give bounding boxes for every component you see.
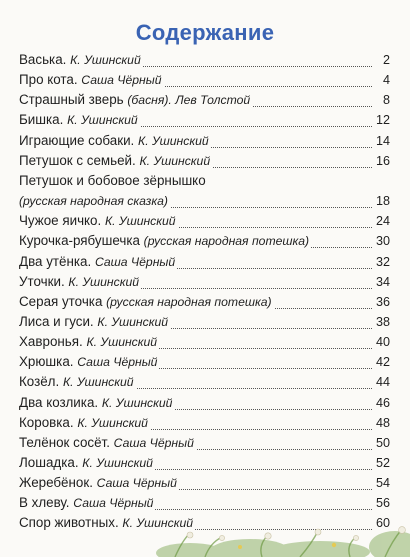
toc-entry[interactable] [19, 50, 390, 70]
entry-title: Коровка. [19, 414, 74, 430]
toc-entry[interactable] [19, 493, 390, 513]
entry-author: К. Ушинский [122, 516, 194, 531]
entry-title: Жеребёнок. [19, 475, 93, 491]
entry-page-number: 24 [374, 211, 390, 231]
entry-text [19, 332, 159, 352]
entry-title: Чужое яичко. [19, 213, 102, 229]
entry-page-number: 12 [374, 110, 390, 130]
entry-title: Серая уточка [19, 293, 103, 309]
entry-title: Телёнок сосёт. [19, 434, 110, 450]
entry-text [19, 493, 155, 513]
entry-author: Саша Чёрный [73, 496, 154, 511]
entry-text [19, 312, 170, 332]
entry-page-number: 40 [374, 332, 390, 352]
entry-author: К. Ушинский [77, 415, 148, 430]
entry-page-number: 18 [374, 191, 390, 211]
entry-text [19, 252, 177, 272]
entry-text [19, 372, 136, 392]
entry-page-number: 56 [374, 493, 390, 513]
entry-author: Саша Чёрный [94, 254, 176, 269]
entry-page-number: 48 [374, 413, 390, 433]
entry-author: Саша Чёрный [81, 73, 162, 88]
entry-text [19, 433, 196, 453]
entry-page-number: 52 [374, 453, 390, 473]
entry-author: К. Ушинский [97, 314, 169, 329]
toc-entry[interactable] [19, 70, 390, 90]
entry-author: К. Ушинский [82, 456, 153, 470]
entry-page-number: 32 [374, 252, 390, 272]
entry-title: Васька. [19, 52, 67, 67]
entry-title: Лошадка. [19, 455, 79, 470]
entry-title: Петушок и бобовое зёрнышко [19, 172, 206, 188]
toc-entry[interactable] [19, 372, 390, 392]
entry-page-number: 34 [374, 272, 390, 292]
entry-author: К. Ушинский [70, 53, 141, 67]
entry-text [19, 90, 252, 110]
entry-author: К. Ушинский [62, 375, 134, 390]
entry-text [19, 231, 311, 251]
toc-entry[interactable] [19, 272, 390, 292]
entry-page-number: 8 [381, 90, 390, 110]
entry-title: Хрюшка. [19, 354, 74, 370]
entry-text [19, 131, 211, 151]
entry-text [19, 473, 179, 493]
entry-author: К. Ушинский [138, 133, 209, 148]
toc-entry[interactable] [19, 413, 390, 433]
entry-page-number: 42 [374, 352, 390, 372]
entry-title: Курочка-рябушечка [19, 233, 140, 249]
entry-author: К. Ушинский [104, 214, 176, 229]
toc-entry[interactable] [19, 292, 390, 312]
entry-title: Играющие собаки. [19, 132, 135, 148]
entry-text [19, 171, 208, 191]
entry-text [19, 453, 155, 473]
toc-entry[interactable] [19, 252, 390, 272]
entry-title: Спор животных. [19, 515, 119, 531]
toc-entry[interactable] [19, 231, 390, 251]
entry-title: Лиса и гуси. [19, 313, 94, 329]
toc-entry[interactable] [19, 453, 390, 473]
entry-title: Хавронья. [19, 334, 83, 350]
page-title: Содержание [135, 20, 275, 45]
entry-title: В хлеву. [19, 495, 70, 511]
toc-entry[interactable] [19, 312, 390, 332]
entry-page-number: 54 [374, 473, 390, 493]
entry-title: Два утёнка. [19, 253, 92, 269]
entry-author: (русская народная сказка) [19, 194, 168, 209]
toc-entry[interactable] [19, 473, 390, 493]
entry-page-number: 16 [374, 151, 390, 171]
entry-author: (русская народная потешка) [143, 234, 310, 249]
entry-author: К. Ушинский [139, 153, 211, 168]
entry-author: К. Ушинский [67, 113, 138, 128]
toc-entry[interactable] [19, 171, 390, 191]
toc-entry[interactable] [19, 191, 390, 211]
entry-author: Саша Чёрный [96, 476, 177, 491]
toc-entry[interactable] [19, 393, 390, 413]
entry-page-number: 2 [381, 50, 390, 70]
entry-title: Уточки. [19, 273, 65, 289]
entry-page-number: 38 [374, 312, 390, 332]
entry-page-number: 36 [374, 292, 390, 312]
entry-page-number: 4 [381, 70, 390, 90]
toc-entry[interactable] [19, 332, 390, 352]
entry-page-number: 30 [374, 231, 390, 251]
entry-page-number: 50 [374, 433, 390, 453]
entry-author: (басня). Лев Толстой [127, 93, 251, 108]
entry-text [19, 151, 212, 171]
entry-text [19, 272, 141, 292]
entry-author: (русская народная потешка) [106, 294, 272, 309]
entry-page-number: 44 [374, 372, 390, 392]
toc-entry[interactable] [19, 352, 390, 372]
toc-entry[interactable] [19, 211, 390, 231]
toc-entry[interactable] [19, 90, 390, 110]
entry-text [19, 110, 140, 130]
entry-page-number: 60 [374, 513, 390, 533]
entry-text [19, 50, 143, 70]
entry-text [19, 413, 150, 433]
entry-title: Про кота. [19, 72, 78, 88]
entry-title: Петушок с семьей. [19, 152, 136, 168]
entry-text [19, 211, 178, 231]
entry-text [19, 292, 274, 312]
entry-author: Саша Чёрный [113, 435, 194, 450]
entry-page-number: 14 [374, 131, 390, 151]
entry-author: К. Ушинский [86, 335, 158, 350]
entry-title: Два козлика. [19, 394, 99, 410]
plants-illustration [0, 517, 410, 557]
entry-text [19, 352, 159, 372]
toc-entry[interactable] [19, 131, 390, 151]
entry-page-number: 46 [374, 393, 390, 413]
entry-text [19, 70, 164, 90]
toc-entry[interactable] [19, 151, 390, 171]
entry-title: Козёл. [19, 374, 60, 390]
toc-entry[interactable] [19, 110, 390, 130]
entry-author: К. Ушинский [68, 274, 140, 289]
entry-author: Саша Чёрный [77, 355, 158, 370]
toc-entry[interactable] [19, 433, 390, 453]
entry-text [19, 191, 170, 211]
entry-title: Бишка. [19, 112, 64, 128]
entry-text [19, 393, 174, 413]
entry-author: К. Ушинский [101, 395, 173, 410]
entry-title: Страшный зверь [19, 92, 124, 108]
